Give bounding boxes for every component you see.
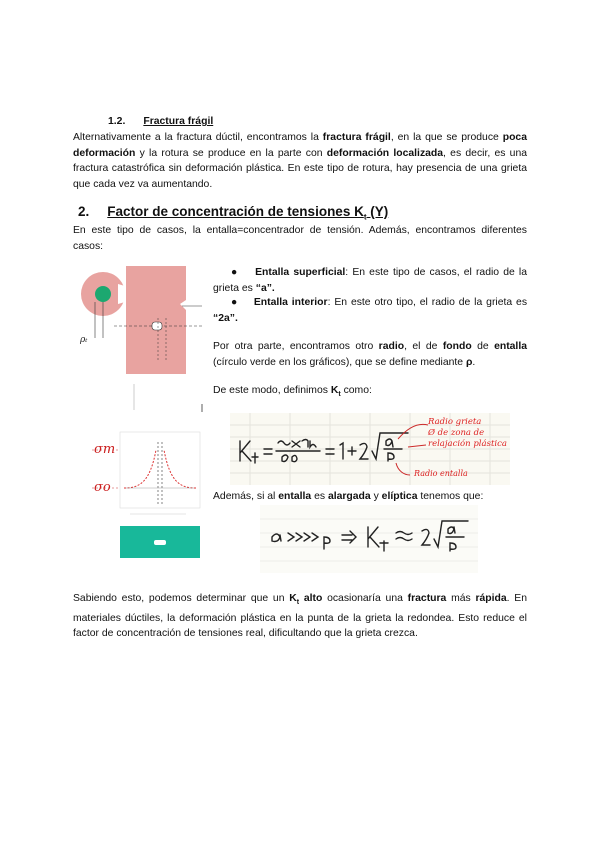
bullet-interior: ● Entalla interior: En este otro tipo, el radio de la grieta es “2a”. bbox=[213, 297, 528, 324]
interior-crack bbox=[152, 322, 162, 330]
cross-section-crack bbox=[154, 540, 166, 545]
subsection-number: 1.2. bbox=[108, 116, 126, 127]
stress-graph-frame bbox=[120, 432, 200, 508]
elliptic-paragraph: Además, si al entalla es alargada y elíptica tenemos que: bbox=[213, 491, 484, 502]
rho-label: ρₜ bbox=[80, 335, 88, 345]
bullet-dot: ● bbox=[231, 297, 254, 308]
bullet-dot: ● bbox=[231, 267, 256, 278]
handwritten-red-notes: Radio grieta Ø de zona de relajación plástica bbox=[428, 417, 507, 449]
section-number: 2. bbox=[78, 204, 90, 219]
handwritten-radio-entalla-note: Radio entalla bbox=[414, 469, 468, 478]
handwritten-elliptic-formula-image bbox=[260, 505, 478, 573]
handwritten-kt-formula-image bbox=[230, 413, 510, 485]
subsection-title: Fractura frágil bbox=[143, 116, 214, 127]
handwritten-elliptic-formula-sketch bbox=[260, 505, 478, 573]
section-title: Factor de concentración de tensiones $K_t$ (Y) bbox=[107, 204, 389, 222]
bullet-superficial: ● Entalla superficial: En este tipo de casos, el radio de la grieta es “a”. bbox=[213, 267, 527, 294]
define-kt-paragraph: De este modo, definimos $K_t$ como: bbox=[213, 385, 372, 399]
stress-concentration-figure-svg bbox=[74, 262, 210, 570]
intro-paragraph: En este tipo de casos, la entalla=concentrador de tensión. Además, encontramos diferentes casos: bbox=[73, 225, 527, 252]
stress-concentration-figure bbox=[74, 262, 210, 570]
plate-body bbox=[126, 266, 186, 374]
conclusion-paragraph: Sabiendo esto, podemos determinar que un $K_t$ alto ocasionaría una fractura más rápida. En materiales dúctiles, la deformación plástica en la punta de la grieta la redondea. Esto reduce el factor de concentración de tensiones real, dificultando que la grieta crezca. bbox=[73, 593, 527, 640]
sigma-0-label: σo bbox=[94, 480, 111, 495]
sigma-max-label: σm bbox=[94, 442, 116, 457]
subsection-heading bbox=[108, 116, 213, 127]
section-heading bbox=[78, 204, 388, 222]
fractura-fragil-paragraph: Alternativamente a la fractura dúctil, encontramos la fractura frágil, en la que se produce poca deformación y la rotura se produce en la parte con deformación localizada, es decir, es una fractura catastrófica sin deformación plástica. En este tipo de rotura, hay presencia de una grieta que cada vez va aumentando. bbox=[73, 132, 528, 190]
radio-paragraph: Por otra parte, encontramos otro radio, el de fondo de entalla (círculo verde en los gráficos), que se define mediante ρ. bbox=[213, 341, 527, 368]
notch-radius-circle bbox=[95, 286, 111, 302]
